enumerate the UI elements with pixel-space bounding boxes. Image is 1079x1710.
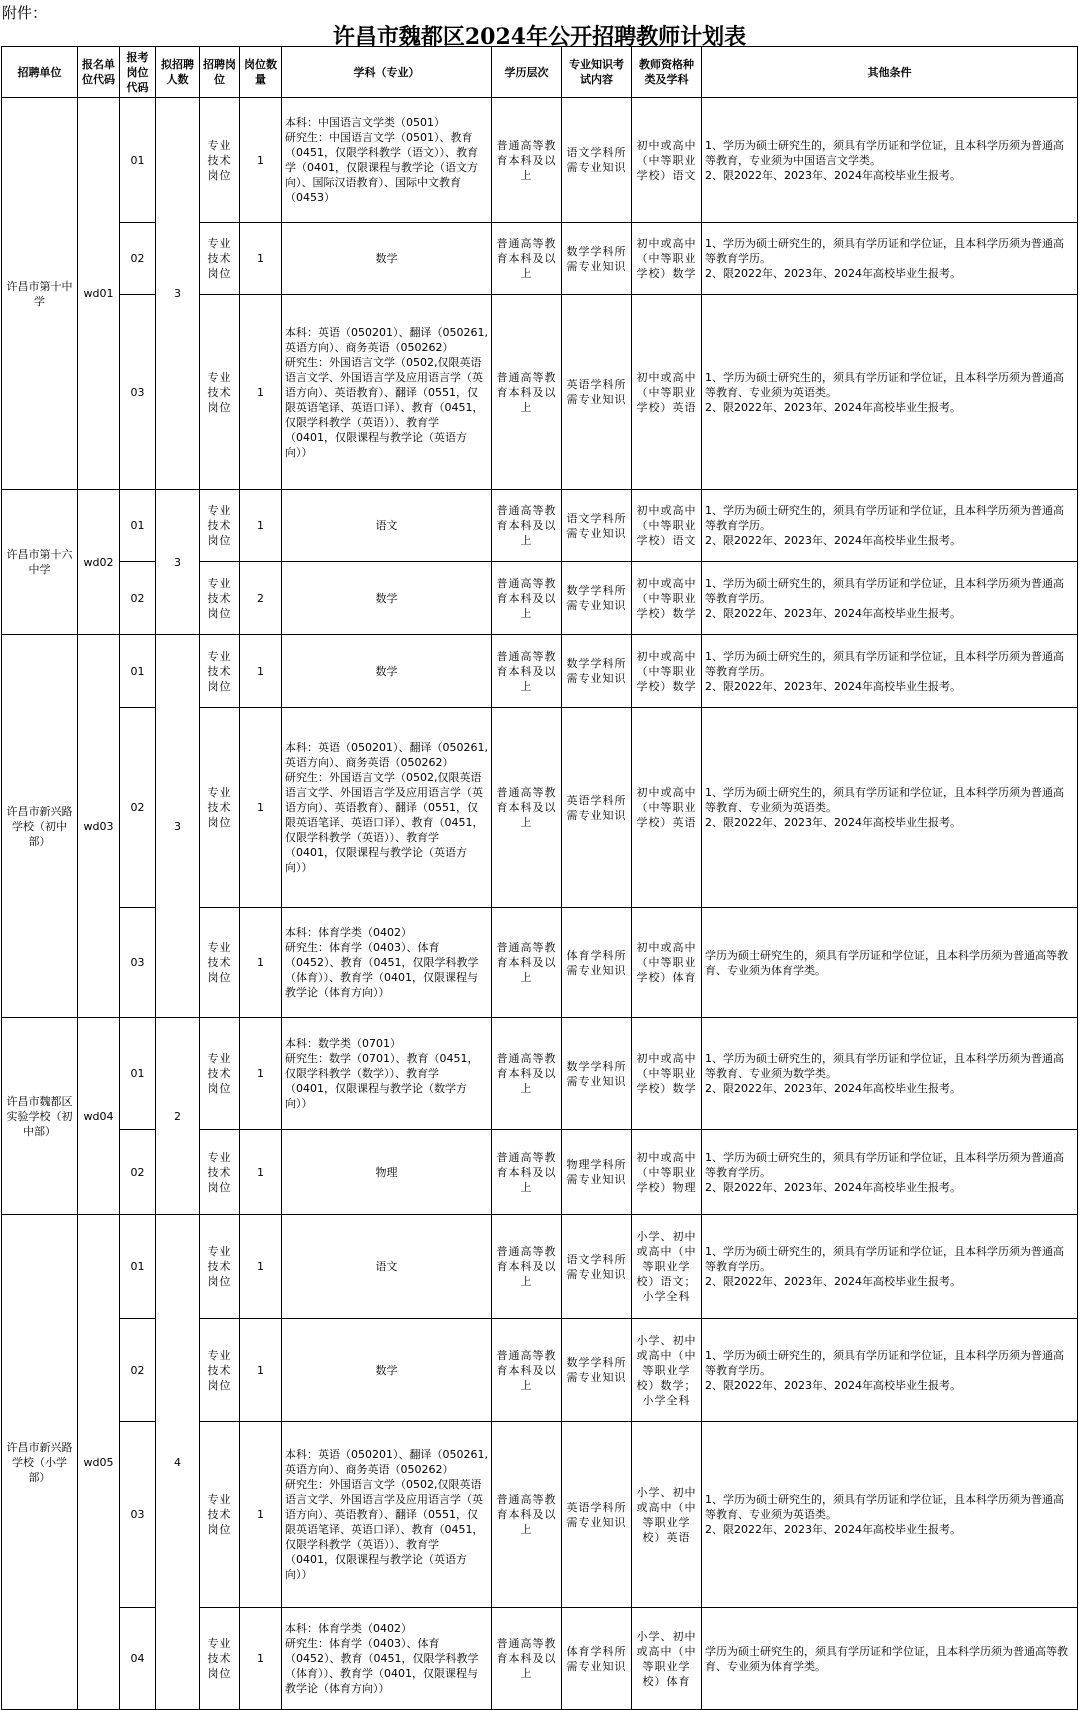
exam-content: 语文学科所需专业知识 xyxy=(562,98,632,223)
post-count: 1 xyxy=(240,1608,282,1710)
unit-name: 许昌市第十六中学 xyxy=(2,490,78,635)
post-code: 01 xyxy=(120,490,156,562)
education: 普通高等教育本科及以上 xyxy=(492,295,562,490)
table-row xyxy=(2,1018,1078,1130)
education: 普通高等教育本科及以上 xyxy=(492,708,562,908)
other-conditions: 1、学历为硕士研究生的，须具有学历证和学位证，且本科学历须为普通高等教育学历。 2、限2022年、2023年、2024年高校毕业生报考。 xyxy=(702,490,1078,562)
post-type: 专业技术岗位 xyxy=(200,562,240,635)
post-count: 1 xyxy=(240,1018,282,1130)
exam-content: 数学学科所需专业知识 xyxy=(562,1319,632,1422)
teacher-cert: 小学、初中或高中（中等职业学校）数学；小学全科 xyxy=(632,1319,702,1422)
subject: 数学 xyxy=(282,562,492,635)
post-type: 专业技术岗位 xyxy=(200,98,240,223)
post-type: 专业技术岗位 xyxy=(200,1018,240,1130)
post-type: 专业技术岗位 xyxy=(200,223,240,295)
subject: 数学 xyxy=(282,635,492,708)
header-unit-code: 报名单位代码 xyxy=(78,47,120,98)
post-type: 专业技术岗位 xyxy=(200,1319,240,1422)
hire-count: 2 xyxy=(156,1018,200,1215)
page-title: 许昌市魏都区2024年公开招聘教师计划表 xyxy=(332,24,747,50)
education: 普通高等教育本科及以上 xyxy=(492,562,562,635)
unit-name: 许昌市第十中学 xyxy=(2,98,78,490)
header-post-code: 报考岗位代码 xyxy=(120,47,156,98)
post-code: 03 xyxy=(120,908,156,1018)
unit-code: wd01 xyxy=(78,98,120,490)
post-code: 02 xyxy=(120,708,156,908)
post-count: 1 xyxy=(240,1422,282,1608)
exam-content: 体育学科所需专业知识 xyxy=(562,1608,632,1710)
education: 普通高等教育本科及以上 xyxy=(492,1422,562,1608)
other-conditions: 1、学历为硕士研究生的，须具有学历证和学位证，且本科学历须为普通高等教育学历。 2、限2022年、2023年、2024年高校毕业生报考。 xyxy=(702,1215,1078,1319)
header-other: 其他条件 xyxy=(702,47,1078,98)
exam-content: 语文学科所需专业知识 xyxy=(562,490,632,562)
other-conditions: 1、学历为硕士研究生的，须具有学历证和学位证，且本科学历须为普通高等教育、专业须为英语类。 2、限2022年、2023年、2024年高校毕业生报考。 xyxy=(702,1422,1078,1608)
teacher-cert: 小学、初中或高中（中等职业学校）英语 xyxy=(632,1422,702,1608)
post-type: 专业技术岗位 xyxy=(200,295,240,490)
post-type: 专业技术岗位 xyxy=(200,908,240,1018)
other-conditions: 学历为硕士研究生的，须具有学历证和学位证，且本科学历须为普通高等教育、专业须为体育学类。 xyxy=(702,1608,1078,1710)
header-post-type: 招聘岗位 xyxy=(200,47,240,98)
unit-code: wd05 xyxy=(78,1215,120,1710)
other-conditions: 1、学历为硕士研究生的，须具有学历证和学位证，且本科学历须为普通高等教育学历。 2、限2022年、2023年、2024年高校毕业生报考。 xyxy=(702,562,1078,635)
post-count: 1 xyxy=(240,1130,282,1215)
post-code: 02 xyxy=(120,223,156,295)
education: 普通高等教育本科及以上 xyxy=(492,1608,562,1710)
education: 普通高等教育本科及以上 xyxy=(492,1018,562,1130)
subject: 语文 xyxy=(282,490,492,562)
post-count: 1 xyxy=(240,708,282,908)
education: 普通高等教育本科及以上 xyxy=(492,1130,562,1215)
post-count: 1 xyxy=(240,223,282,295)
unit-code: wd03 xyxy=(78,635,120,1018)
education: 普通高等教育本科及以上 xyxy=(492,635,562,708)
post-code: 03 xyxy=(120,1422,156,1608)
teacher-cert: 初中或高中（中等职业学校）数学 xyxy=(632,223,702,295)
post-code: 03 xyxy=(120,295,156,490)
hire-count: 3 xyxy=(156,490,200,635)
other-conditions: 1、学历为硕士研究生的，须具有学历证和学位证，且本科学历须为普通高等教育，专业须为中国语言文学类。 2、限2022年、2023年、2024年高校毕业生报考。 xyxy=(702,98,1078,223)
teacher-cert: 初中或高中（中等职业学校）物理 xyxy=(632,1130,702,1215)
other-conditions: 1、学历为硕士研究生的，须具有学历证和学位证，且本科学历须为普通高等教育学历。 2、限2022年、2023年、2024年高校毕业生报考。 xyxy=(702,223,1078,295)
education: 普通高等教育本科及以上 xyxy=(492,98,562,223)
education: 普通高等教育本科及以上 xyxy=(492,1215,562,1319)
post-code: 01 xyxy=(120,1215,156,1319)
post-type: 专业技术岗位 xyxy=(200,1215,240,1319)
header-row xyxy=(2,47,1078,98)
post-count: 1 xyxy=(240,98,282,223)
post-count: 1 xyxy=(240,295,282,490)
post-code: 01 xyxy=(120,1018,156,1130)
hire-count: 3 xyxy=(156,98,200,490)
other-conditions: 1、学历为硕士研究生的，须具有学历证和学位证，且本科学历须为普通高等教育、专业须为英语类。 2、限2022年、2023年、2024年高校毕业生报考。 xyxy=(702,708,1078,908)
teacher-cert: 初中或高中（中等职业学校）语文 xyxy=(632,490,702,562)
teacher-cert: 初中或高中（中等职业学校）语文 xyxy=(632,98,702,223)
unit-name: 许昌市新兴路学校（初中部） xyxy=(2,635,78,1018)
post-code: 02 xyxy=(120,1130,156,1215)
exam-content: 英语学科所需专业知识 xyxy=(562,1422,632,1608)
header-cert: 教师资格种类及学科 xyxy=(632,47,702,98)
exam-content: 数学学科所需专业知识 xyxy=(562,562,632,635)
header-hire-count: 拟招聘人数 xyxy=(156,47,200,98)
exam-content: 英语学科所需专业知识 xyxy=(562,708,632,908)
post-code: 02 xyxy=(120,562,156,635)
subject: 本科：中国语言文学类（0501） 研究生：中国语言文学（0501）、教育（0451，仅限学科教学（语文））、教育学（0401，仅限课程与教学论（语文方向）、国际汉语教育）、国际中文教育（0453） xyxy=(282,98,492,223)
unit-code: wd04 xyxy=(78,1018,120,1215)
hire-count: 4 xyxy=(156,1215,200,1710)
teacher-cert: 初中或高中（中等职业学校）英语 xyxy=(632,295,702,490)
subject: 本科：体育学类（0402） 研究生：体育学（0403）、体育（0452）、教育（0451，仅限学科教学（体育））、教育学（0401，仅限课程与教学论（体育方向）） xyxy=(282,1608,492,1710)
post-type: 专业技术岗位 xyxy=(200,1130,240,1215)
unit-name: 许昌市魏都区实验学校（初中部） xyxy=(2,1018,78,1215)
post-type: 专业技术岗位 xyxy=(200,708,240,908)
teacher-cert: 小学、初中或高中（中等职业学校）语文；小学全科 xyxy=(632,1215,702,1319)
teacher-cert: 初中或高中（中等职业学校）体育 xyxy=(632,908,702,1018)
subject: 数学 xyxy=(282,1319,492,1422)
other-conditions: 1、学历为硕士研究生的，须具有学历证和学位证，且本科学历须为普通高等教育、专业须为英语类。 2、限2022年、2023年、2024年高校毕业生报考。 xyxy=(702,295,1078,490)
exam-content: 语文学科所需专业知识 xyxy=(562,1215,632,1319)
other-conditions: 1、学历为硕士研究生的，须具有学历证和学位证，且本科学历须为普通高等教育学历。 2、限2022年、2023年、2024年高校毕业生报考。 xyxy=(702,635,1078,708)
exam-content: 英语学科所需专业知识 xyxy=(562,295,632,490)
table-body xyxy=(2,98,1078,1710)
subject: 本科：数学类（0701） 研究生：数学（0701）、教育（0451，仅限学科教学（数学））、教育学（0401，仅限课程与教学论（数学方向）） xyxy=(282,1018,492,1130)
table-row xyxy=(2,98,1078,223)
table-row xyxy=(2,490,1078,562)
education: 普通高等教育本科及以上 xyxy=(492,490,562,562)
header-post-count: 岗位数量 xyxy=(240,47,282,98)
recruitment-plan-table xyxy=(1,46,1078,1710)
other-conditions: 1、学历为硕士研究生的，须具有学历证和学位证，且本科学历须为普通高等教育学历。 2、限2022年、2023年、2024年高校毕业生报考。 xyxy=(702,1319,1078,1422)
subject: 本科：体育学类（0402） 研究生：体育学（0403）、体育（0452）、教育（0451，仅限学科教学（体育））、教育学（0401，仅限课程与教学论（体育方向）） xyxy=(282,908,492,1018)
teacher-cert: 初中或高中（中等职业学校）英语 xyxy=(632,708,702,908)
exam-content: 数学学科所需专业知识 xyxy=(562,1018,632,1130)
unit-name: 许昌市新兴路学校（小学部） xyxy=(2,1215,78,1710)
header-unit: 招聘单位 xyxy=(2,47,78,98)
post-count: 1 xyxy=(240,908,282,1018)
other-conditions: 学历为硕士研究生的，须具有学历证和学位证，且本科学历须为普通高等教育、专业须为体育学类。 xyxy=(702,908,1078,1018)
post-code: 04 xyxy=(120,1608,156,1710)
post-code: 02 xyxy=(120,1319,156,1422)
subject: 数学 xyxy=(282,223,492,295)
subject: 物理 xyxy=(282,1130,492,1215)
table-row xyxy=(2,635,1078,708)
teacher-cert: 初中或高中（中等职业学校）数学 xyxy=(632,635,702,708)
subject: 本科：英语（050201）、翻译（050261,英语方向）、商务英语（050262） 研究生：外国语言文学（0502,仅限英语语言文学、外国语言学及应用语言学（英语方向）、英语教育）、翻译（0551，仅限英语笔译、英语口译）、教育（0451，仅限学科教学（英语））、教育学（0401，仅限课程与教学论（英语方向）） xyxy=(282,708,492,908)
subject: 本科：英语（050201）、翻译（050261,英语方向）、商务英语（050262） 研究生：外国语言文学（0502,仅限英语语言文学、外国语言学及应用语言学（英语方向）、英语教育）、翻译（0551，仅限英语笔译、英语口译）、教育（0451，仅限学科教学（英语））、教育学（0401，仅限课程与教学论（英语方向）） xyxy=(282,295,492,490)
post-code: 01 xyxy=(120,98,156,223)
post-count: 1 xyxy=(240,635,282,708)
header-education: 学历层次 xyxy=(492,47,562,98)
post-count: 1 xyxy=(240,1215,282,1319)
post-type: 专业技术岗位 xyxy=(200,1422,240,1608)
exam-content: 物理学科所需专业知识 xyxy=(562,1130,632,1215)
post-code: 01 xyxy=(120,635,156,708)
post-type: 专业技术岗位 xyxy=(200,1608,240,1710)
post-count: 2 xyxy=(240,562,282,635)
teacher-cert: 小学、初中或高中（中等职业学校）体育 xyxy=(632,1608,702,1710)
header-subject: 学科（专业） xyxy=(282,47,492,98)
header-exam: 专业知识考试内容 xyxy=(562,47,632,98)
teacher-cert: 初中或高中（中等职业学校）数学 xyxy=(632,1018,702,1130)
exam-content: 体育学科所需专业知识 xyxy=(562,908,632,1018)
subject: 语文 xyxy=(282,1215,492,1319)
education: 普通高等教育本科及以上 xyxy=(492,1319,562,1422)
table-row xyxy=(2,1215,1078,1319)
other-conditions: 1、学历为硕士研究生的，须具有学历证和学位证，且本科学历须为普通高等教育学历。 2、限2022年、2023年、2024年高校毕业生报考。 xyxy=(702,1130,1078,1215)
exam-content: 数学学科所需专业知识 xyxy=(562,223,632,295)
subject: 本科：英语（050201）、翻译（050261,英语方向）、商务英语（050262） 研究生：外国语言文学（0502,仅限英语语言文学、外国语言学及应用语言学（英语方向）、英语教育）、翻译（0551，仅限英语笔译、英语口译）、教育（0451，仅限学科教学（英语））、教育学（0401，仅限课程与教学论（英语方向）） xyxy=(282,1422,492,1608)
education: 普通高等教育本科及以上 xyxy=(492,223,562,295)
attachment-label: 附件： xyxy=(2,4,48,22)
post-type: 专业技术岗位 xyxy=(200,635,240,708)
unit-code: wd02 xyxy=(78,490,120,635)
exam-content: 数学学科所需专业知识 xyxy=(562,635,632,708)
post-count: 1 xyxy=(240,1319,282,1422)
teacher-cert: 初中或高中（中等职业学校）数学 xyxy=(632,562,702,635)
other-conditions: 1、学历为硕士研究生的，须具有学历证和学位证，且本科学历须为普通高等教育、专业须为数学类。 2、限2022年、2023年、2024年高校毕业生报考。 xyxy=(702,1018,1078,1130)
hire-count: 3 xyxy=(156,635,200,1018)
education: 普通高等教育本科及以上 xyxy=(492,908,562,1018)
post-type: 专业技术岗位 xyxy=(200,490,240,562)
post-count: 1 xyxy=(240,490,282,562)
